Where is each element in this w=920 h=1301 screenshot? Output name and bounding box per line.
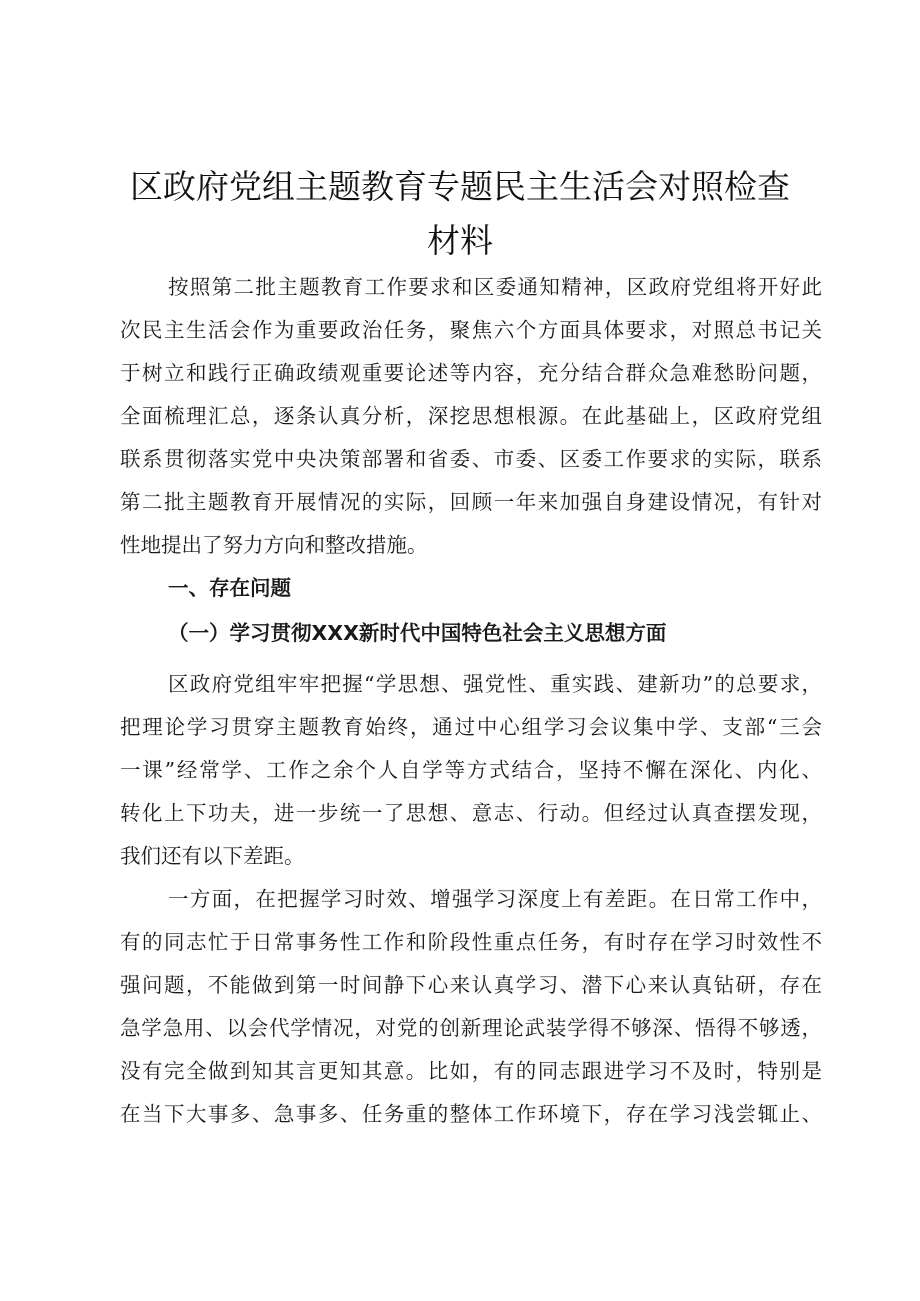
paragraph-line: 一课”经常学、工作之余个人自学等方式结合，坚持不懈在深化、内化、: [120, 758, 822, 782]
paragraph-line: 没有完全做到知其言更知其意。比如，有的同志跟进学习不及时，特别是: [120, 1059, 822, 1083]
paragraph-line: 强问题，不能做到第一时间静下心来认真学习、潜下心来认真钻研，存在: [120, 973, 822, 997]
paragraph-line: 把理论学习贯穿主题教育始终，通过中心组学习会议集中学、支部“三会: [120, 715, 822, 739]
paragraph-line: 于树立和践行正确政绩观重要论述等内容，充分结合群众急难愁盼问题，: [120, 361, 822, 385]
subsection-heading: （一）学习贯彻XXX新时代中国特色社会主义思想方面: [168, 621, 667, 645]
paragraph-line: 区政府党组牢牢把握“学思想、强党性、重实践、建新功”的总要求，: [168, 672, 822, 696]
paragraph-line: 第二批主题教育开展情况的实际，回顾一年来加强自身建设情况，有针对: [120, 490, 822, 514]
paragraph-line: 急学急用、以会代学情况，对党的创新理论武装学得不够深、悟得不够透，: [120, 1016, 822, 1040]
paragraph-line: 性地提出了努力方向和整改措施。: [120, 533, 428, 557]
paragraph-line: 我们还有以下差距。: [120, 844, 305, 868]
paragraph-line: 次民主生活会作为重要政治任务，聚焦六个方面具体要求，对照总书记关: [120, 318, 822, 342]
document-title-line-2: 材料: [427, 221, 493, 260]
paragraph-line: 按照第二批主题教育工作要求和区委通知精神，区政府党组将开好此: [168, 275, 822, 299]
paragraph-line: 转化上下功夫，进一步统一了思想、意志、行动。但经过认真查摆发现，: [120, 801, 822, 825]
paragraph-line: 一方面，在把握学习时效、增强学习深度上有差距。在日常工作中，: [168, 887, 822, 911]
paragraph-line: 有的同志忙于日常事务性工作和阶段性重点任务，有时存在学习时效性不: [120, 930, 822, 954]
document-title-line-1: 区政府党组主题教育专题民主生活会对照检查: [130, 167, 790, 206]
paragraph-line: 全面梳理汇总，逐条认真分析，深挖思想根源。在此基础上，区政府党组: [120, 404, 822, 428]
section-heading: 一、存在问题: [168, 576, 291, 600]
paragraph-line: 在当下大事多、急事多、任务重的整体工作环境下，存在学习浅尝辄止、: [120, 1102, 822, 1126]
paragraph-line: 联系贯彻落实党中央决策部署和省委、市委、区委工作要求的实际，联系: [120, 447, 822, 471]
